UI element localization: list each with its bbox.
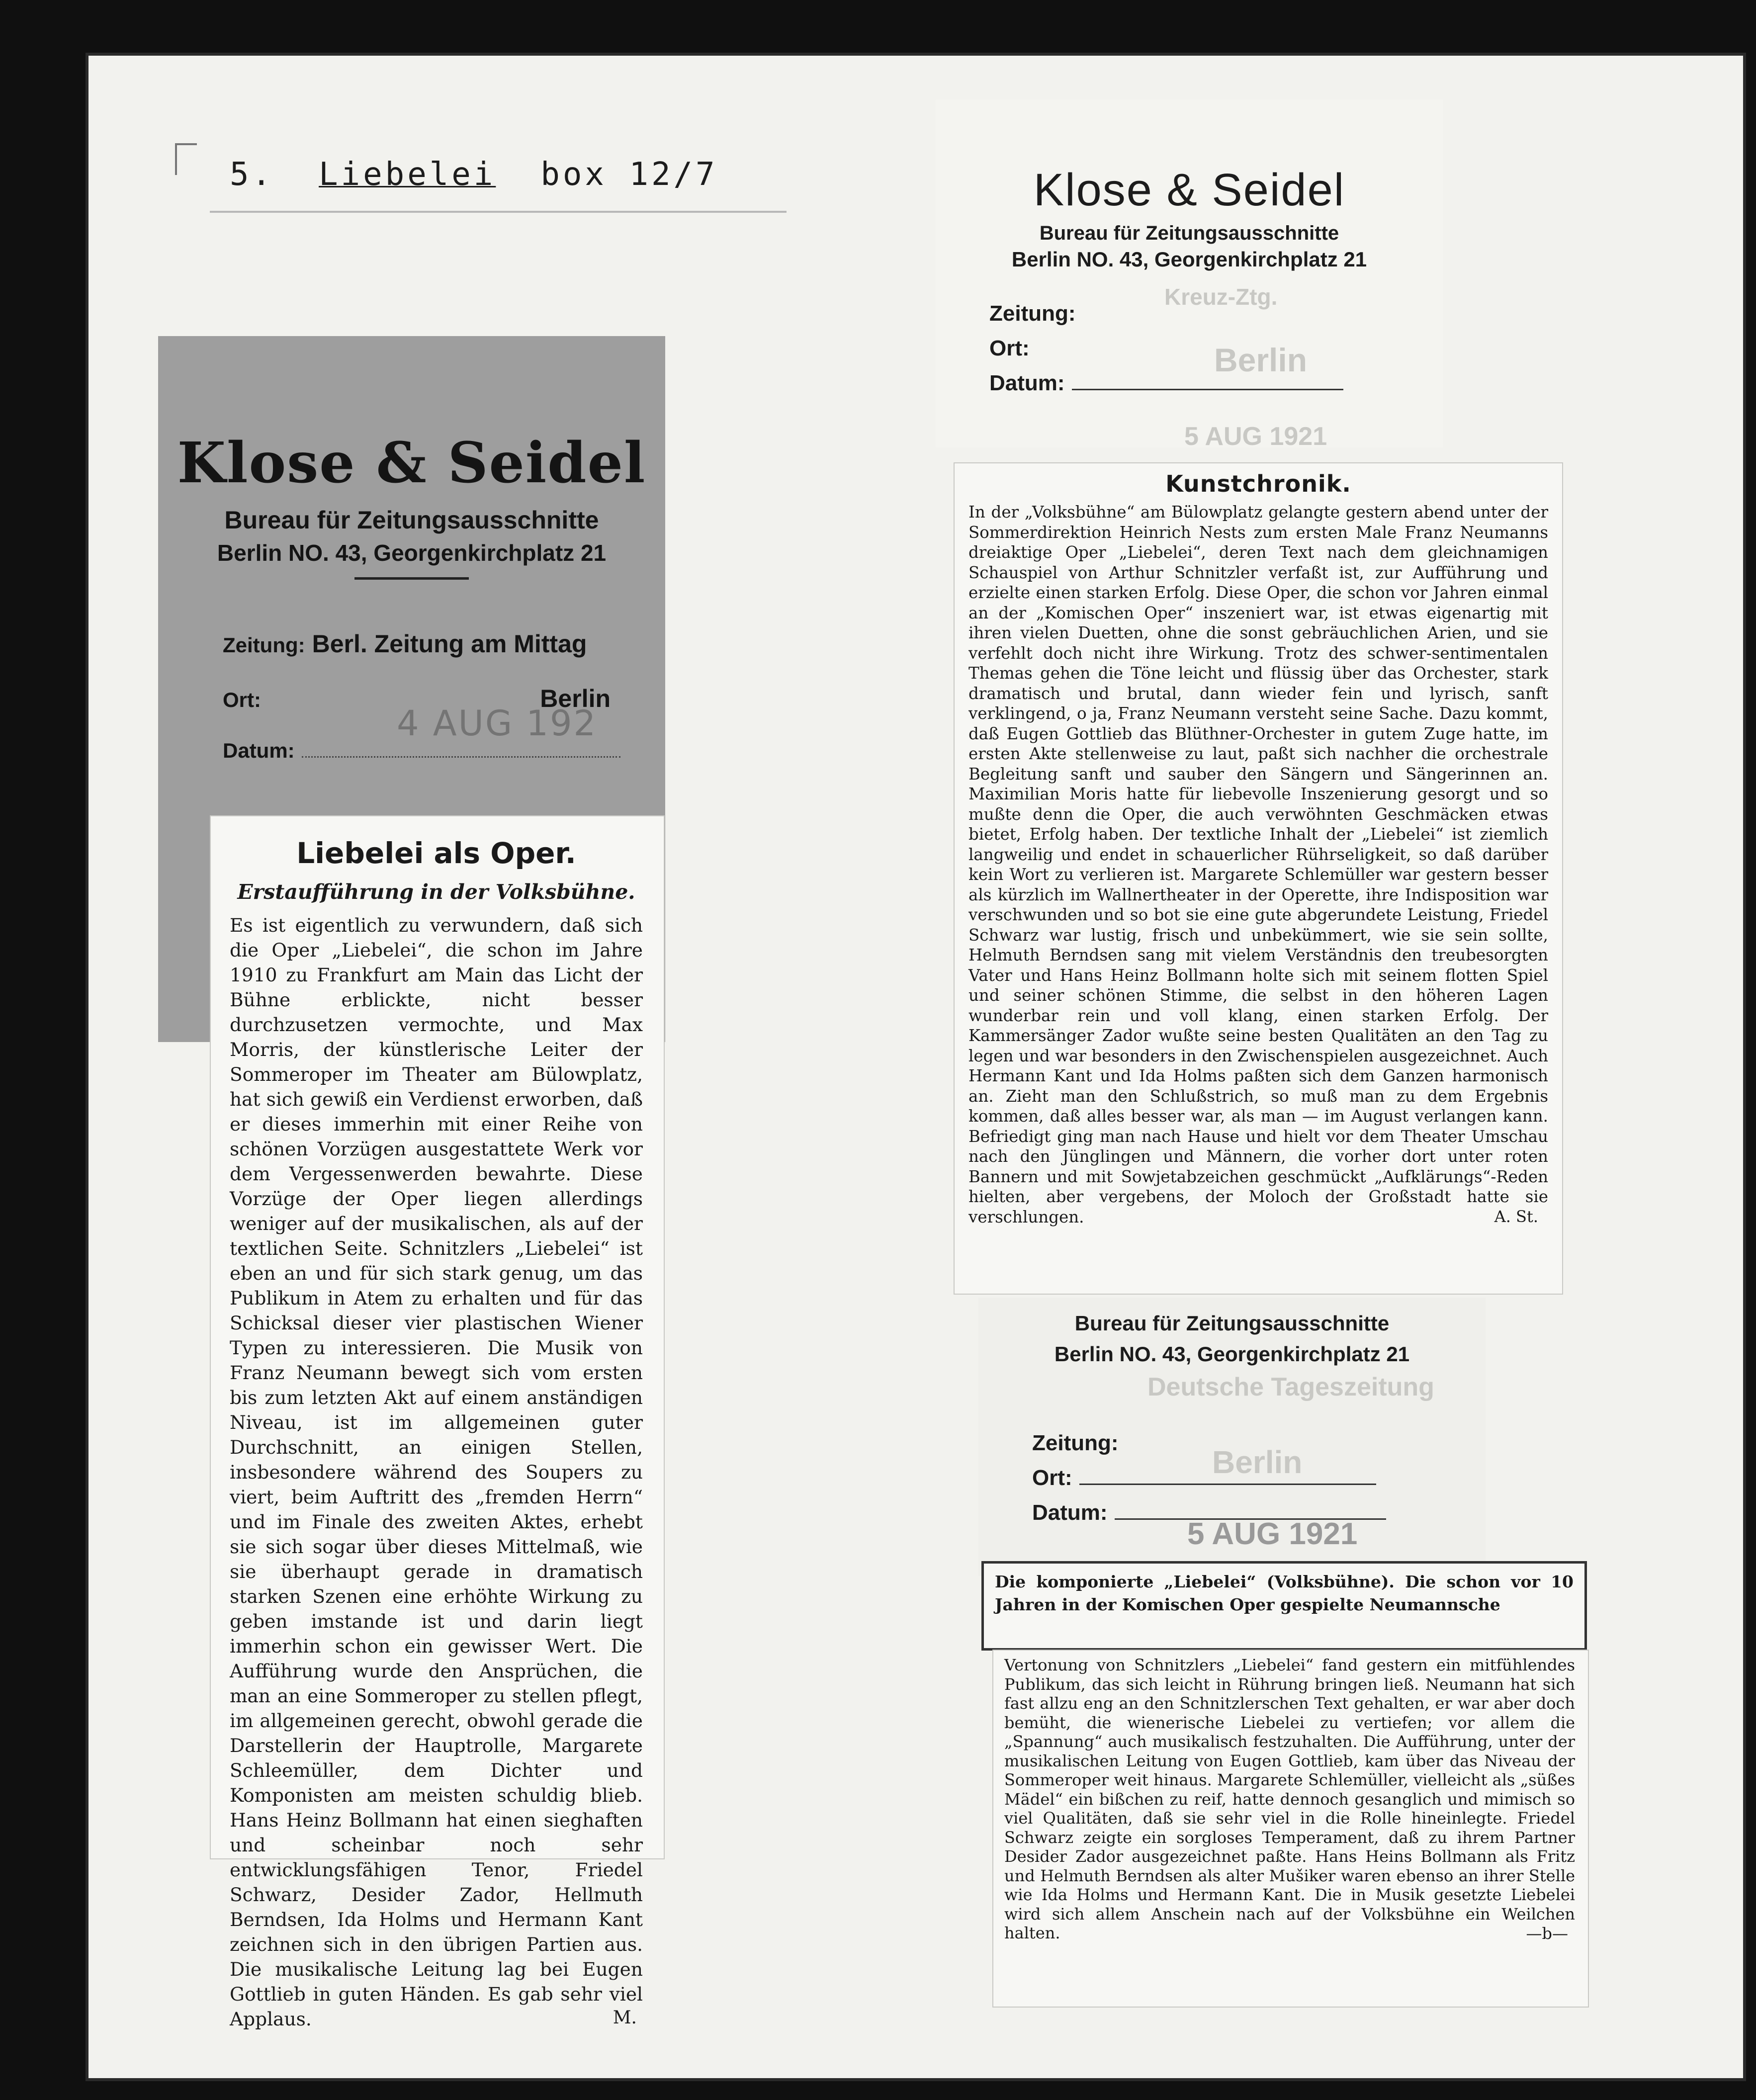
faded-ort-stamp: Berlin bbox=[1214, 342, 1308, 378]
ort-row bbox=[1032, 1466, 1386, 1500]
ort-label: Ort: bbox=[223, 688, 261, 711]
faded-ort-stamp: Berlin bbox=[1212, 1444, 1303, 1480]
zeitung-label: Zeitung: bbox=[223, 633, 305, 657]
clipping-subhead: Erstaufführung in der Volksbühne. bbox=[237, 880, 635, 904]
faded-date-stamp: 5 AUG 1921 bbox=[1184, 422, 1327, 451]
clipping-signature: M. bbox=[613, 2008, 637, 2028]
datum-line bbox=[302, 756, 620, 758]
clipping-body: Es ist eigentlich zu verwundern, daß sich die Oper „Liebelei“, die schon im Jahre 1910 zu Frankfurt am Main das Licht der Bühne erblickte, nicht besser durchzusetzen vermochte, und Max Morris, der künstlerische Leiter der Sommeroper im Theater am Bülowplatz, hat sich gewiß ein Verdienst erworben, daß er dieses immerhin mit einer Reihe von schönen Vorzügen ausgestattete Werk vor dem Vergessenwerden bewahrte. Diese Vorzüge der Oper liegen allerdings weniger auf der musikalischen, als auf der textlichen Seite. Schnitzlers „Liebelei“ ist eben an und für sich stark genug, um das Publikum in Atem zu erhalten und für das Schicksal dieser vier plastischen Wiener Typen zu interessieren. Die Musik von Franz Neumann bewegt sich vom ersten bis zum letzten Akt auf einem anständigen Niveau, ist im allgemeinen guter Durchschnitt, an einigen Stellen, insbesondere während des Soupers zu viert, beim Auftritt des „fremden Herrn“ und im Finale des zweiten Aktes, erhebt sie sich sogar über dieses Mittelmaß, wie sie überhaupt gerade in dramatisch starken Szenen eine erhöhte Wirkung zu geben imstande ist und darin liegt immerhin schon ein gewisser Wert. Die Aufführung wurde den Ansprüchen, die man an eine Sommeroper zu stellen pflegt, im allgemeinen gerecht, obwohl gerade die Darstellerin der Hauptrolle, Margarete Schleemüller, dem Dichter und Komponisten am meisten schuldig blieb. Hans Heinz Bollmann hat einen sieghaften und scheinbar noch sehr entwicklungsfähigen Tenor, Friedel Schwarz, Desider Zador, Hellmuth Berndsen, Ida Holms und Hermann Kant zeichnen sich in den übrigen Partien aus. Die musikalische Leitung lag bei Eugen Gottlieb in guten Händen. Es gab sehr viel Applaus. bbox=[230, 914, 643, 2030]
zeitung-value: Berl. Zeitung am Mittag bbox=[312, 630, 587, 658]
clipping-komponierte-liebelei-body bbox=[992, 1650, 1589, 2008]
datum-line bbox=[1072, 389, 1343, 390]
folder-label bbox=[210, 138, 787, 213]
agency-firm: Klose & Seidel bbox=[1033, 165, 1345, 215]
datum-label: Datum: bbox=[989, 371, 1065, 395]
folder-number: 5. bbox=[230, 156, 274, 193]
datum-label: Datum: bbox=[223, 739, 295, 762]
corner-mark bbox=[175, 143, 197, 175]
clipping-komponierte-liebelei-headline bbox=[981, 1561, 1587, 1651]
clipping-body: In der „Volksbühne“ am Bülowplatz gelangte gestern abend unter der Sommerdirektion Heinrich Nests zum ersten Male Franz Neumanns dreiaktige Oper „Liebelei“, deren Text nach dem gleichnamigen Schauspiel von Arthur Schnitzler verfaßt ist, zur Aufführung und erzielte einen starken Erfolg. Diese Oper, die schon vor Jahren einmal an der „Komischen Oper“ inszeniert war, ist etwas eigenartig mit ihren vielen Duetten, ohne die sonst gebräuchlichen Arien, und sie verfehlt doch nicht ihre Wirkung. Trotz des schwer-sentimentalen Themas gehen die Töne leicht und flüssig über das Orchester, stark dramatisch und brutal, dann wieder fein und lyrisch, sanft verklingend, o ja, Franz Neumann versteht seine Sache. Dazu kommt, daß Eugen Gottlieb das Blüthner-Orchester in gutem Zuge hatte, im ersten Akte stellenweise zu laut, paßt sich nachher die orchestrale Begleitung sanft und sauber den Sängern und Sängerinnen an. Maximilian Moris hatte für liebevolle Inszenierung gesorgt und so mußte denn die Oper, die auch verwöhnten Geschmäcken etwas bietet, Erfolg haben. Der textliche Inhalt der „Liebelei“ ist ziemlich langweilig und endet in schauerlicher Rührseligkeit, so daß darüber kein Wort zu verlieren ist. Margarete Schlemüller war gestern besser als kürzlich im Wallnertheater in der Operette, ihre Indisposition war verschwunden und so bot sie eine gute abgerundete Leistung, Friedel Schwarz war lustig, frisch und unbekümmert, wie sie sein sollte, Helmuth Berndsen sang mit vielem Verständnis den treubesorgten Vater und Hans Heinz Bollmann holte sich mit seinem flotten Spiel und seiner schönen Stimme, die selbst in den höheren Lagen wunderbar rein und voll klang, einen starken Erfolg. Der Kammersänger Zador wußte seine besten Qualitäten an den Tag zu legen und war besonders in den Zwischenspielen ausgezeichnet. Auch Hermann Kant und Ida Holms paßten sich dem Ganzen harmonisch an. Zieht man den Schlußstrich, so muß man zu dem Ergebnis kommen, daß alles besser war, als man — im August verlangen kann. Befriedigt ging man nach Hause und hielt vor dem Theater Umschau nach den Jünglingen und Männern, die vorher dort unter roten Bannern und mit Sowjetabzeichen geschmückt „Aufklärungs“-Reden hielten, aber vergebens, der Moloch der Großstadt hatte sie verschlungen. bbox=[968, 503, 1548, 1226]
agency-bureau: Bureau für Zeitungsausschnitte bbox=[224, 506, 599, 534]
clipping-signature: —b— bbox=[1526, 1924, 1568, 1943]
clipping-kunstchronik bbox=[954, 462, 1563, 1295]
ort-label: Ort: bbox=[1032, 1466, 1072, 1490]
clipping-headline: Die komponierte „Liebelei“ (Volksbühne). Die schon vor 10 Jahren in der Komischen Oper gespielte Neumannsche bbox=[995, 1572, 1574, 1614]
agency-firm: Klose & Seidel bbox=[177, 431, 646, 496]
zeitung-label: Zeitung: bbox=[989, 301, 1076, 326]
faded-zeitung-stamp: Deutsche Tageszeitung bbox=[1147, 1373, 1434, 1401]
folder-title: Liebelei bbox=[319, 156, 496, 193]
agency-card-right-top bbox=[936, 99, 1443, 451]
faded-date-stamp: 5 AUG 1921 bbox=[1187, 1517, 1358, 1551]
ort-value: Berlin bbox=[540, 685, 611, 712]
ort-label: Ort: bbox=[989, 336, 1030, 360]
agency-address: Berlin NO. 43, Georgenkirchplatz 21 bbox=[217, 540, 607, 566]
zeitung-label: Zeitung: bbox=[1032, 1431, 1119, 1455]
agency-address: Berlin NO. 43, Georgenkirchplatz 21 bbox=[1011, 248, 1367, 271]
agency-bureau: Bureau für Zeitungsausschnitte bbox=[1074, 1312, 1390, 1335]
clipping-headline: Kunstchronik. bbox=[1165, 470, 1351, 497]
ort-line bbox=[1079, 1484, 1376, 1485]
faded-zeitung-stamp: Kreuz-Ztg. bbox=[1164, 284, 1278, 310]
divider bbox=[354, 577, 469, 580]
folder-box: box 12/7 bbox=[540, 156, 718, 193]
clipping-headline: Liebelei als Oper. bbox=[296, 836, 576, 870]
source-fields bbox=[936, 301, 1443, 406]
datum-row bbox=[223, 739, 620, 793]
agency-card-right-middle bbox=[978, 1298, 1486, 1576]
date-stamp: 4 AUG 192 bbox=[397, 703, 598, 744]
clipping-liebelei-als-oper bbox=[210, 815, 665, 2030]
clipping-signature: A. St. bbox=[1494, 1207, 1538, 1226]
clipping-body: Vertonung von Schnitzlers „Liebelei“ fand gestern ein mitfühlendes Publikum, das sich leicht in Rührung bringen ließ. Neumann hat sich fast allzu eng an den Schnitzlerschen Text gehalten, er war aber doch bemüht, die wienerische Liebelei zu vertiefen; vor allem die „Spannung“ auch musikalisch festzuhalten. Die Aufführung, unter der musikalischen Leitung von Eugen Gottlieb, kam über das Niveau der Sommeroper weit hinaus. Margarete Schlemüller, vielleicht als „süßes Mädel“ ein bißchen zu reif, hatte dennoch gesanglich und mimisch so viel Qualitäten, daß sie sehr viel in die Rolle hineinlegte. Friedel Schwarz zeigte ein sorgloses Temperament, daß zu ihrem Partner Desider Zador ausgezeichnet paßte. Hans Heins Bollmann als Fritz und Helmuth Berndsen als alter Mušiker waren ebenso an ihrer Stelle wie Ida Holms und Hermann Kant. Die in Musik gesetzte Liebelei wird sich allem Anschein nach auf der Volksbühne ein Weilchen halten. bbox=[1004, 1656, 1575, 1942]
agency-address: Berlin NO. 43, Georgenkirchplatz 21 bbox=[1054, 1342, 1410, 1366]
zeitung-row bbox=[223, 629, 620, 684]
agency-bureau: Bureau für Zeitungsausschnitte bbox=[1039, 222, 1339, 244]
datum-label: Datum: bbox=[1032, 1500, 1108, 1525]
zeitung-row bbox=[1032, 1431, 1386, 1466]
